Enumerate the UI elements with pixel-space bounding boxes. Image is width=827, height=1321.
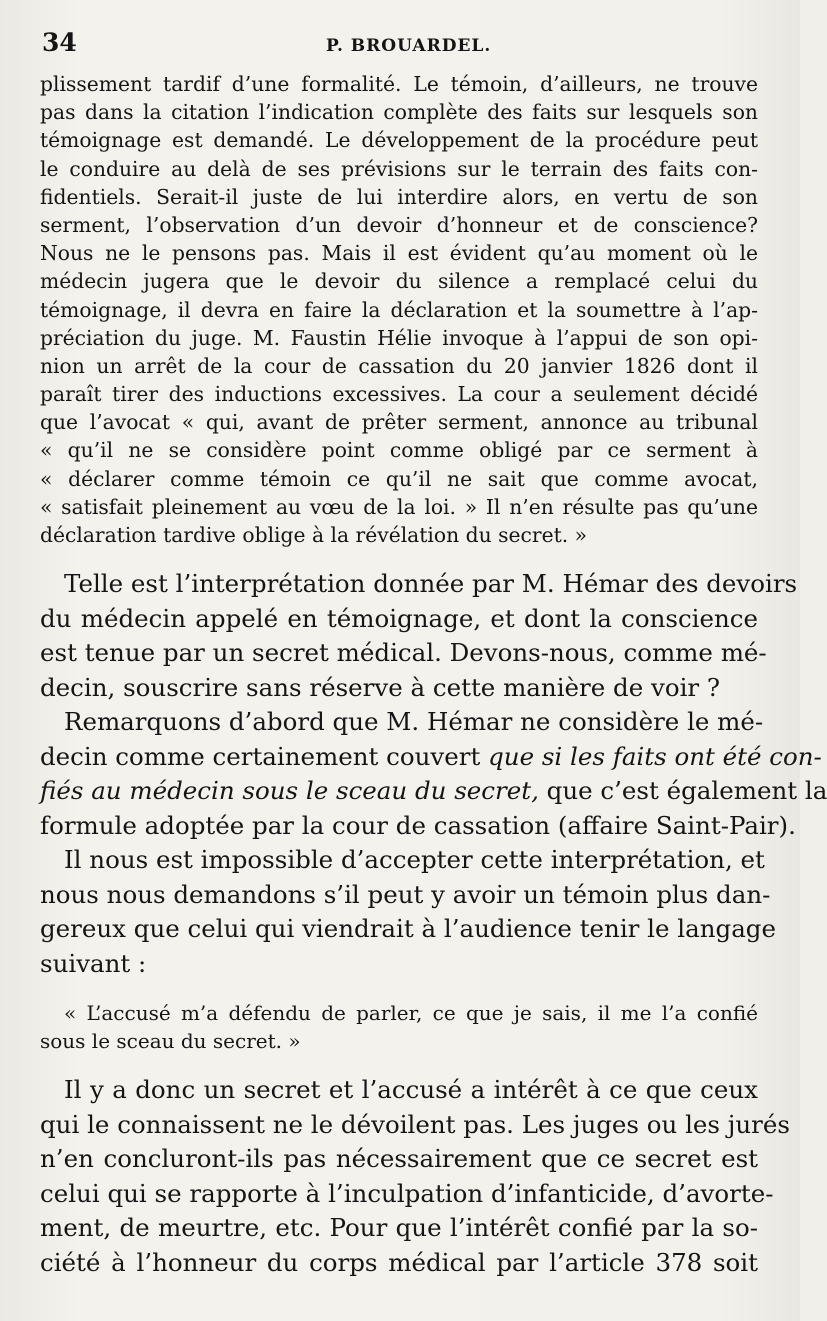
text-line: nion un arrêt de la cour de cassation du 20 janvier 1826 dont il xyxy=(40,353,758,378)
text-line: témoignage est demandé. Le développement de la procédure peut xyxy=(40,128,758,153)
italic-span: que si les faits ont été con- xyxy=(488,741,822,771)
paragraph xyxy=(40,1073,790,1280)
text-line: est tenue par un secret médical. Devons-nous, comme mé- xyxy=(40,638,767,668)
text-line: Telle est l’interprétation donnée par M. Hémar des devoirs xyxy=(64,569,798,599)
text-line xyxy=(40,774,827,809)
text-line: n’en concluront-ils pas nécessairement que ce secret est xyxy=(40,1144,758,1174)
text-line: ment, de meurtre, etc. Pour que l’intérêt confié par la so- xyxy=(40,1213,758,1243)
text-line: « L’accusé m’a défendu de parler, ce que je sais, il me l’a confié xyxy=(64,1001,758,1026)
text-line: Il y a donc un secret et l’accusé a intérêt à ce que ceux xyxy=(64,1075,758,1105)
text-line: celui qui se rapporte à l’inculpation d’infanticide, d’avorte- xyxy=(40,1178,774,1208)
text-line: témoignage, il devra en faire la déclaration et la soumettre à l’ap- xyxy=(40,297,758,322)
text-line: serment, l’observation d’un devoir d’honneur et de conscience? xyxy=(40,212,758,237)
text-line: que l’avocat « qui, avant de prêter serment, annonce au tribunal xyxy=(40,410,758,435)
text-line: « déclarer comme témoin ce qu’il ne sait que comme avocat, xyxy=(40,466,758,491)
text-line xyxy=(40,740,822,775)
italic-span: fiés au médecin sous le sceau du secret, xyxy=(40,776,539,806)
text-span: que c’est également la xyxy=(538,776,827,806)
text-line: ciété à l’honneur du corps médical par l’article 378 soit xyxy=(40,1247,758,1277)
text-line: suivant : xyxy=(40,948,147,978)
text-line: « satisfait pleinement au vœu de la loi. » Il n’en résulte pas qu’une xyxy=(40,494,758,519)
paragraph xyxy=(40,705,827,843)
text-line: nous nous demandons s’il peut y avoir un témoin plus dan- xyxy=(40,879,771,909)
text-line: préciation du juge. M. Faustin Hélie invoque à l’appui de son opi- xyxy=(40,325,758,350)
inline-quotation xyxy=(40,999,758,1055)
text-line: Nous ne le pensons pas. Mais il est évident qu’au moment où le xyxy=(40,241,758,266)
text-line: fidentiels. Serait-il juste de lui interdire alors, en vertu de son xyxy=(40,184,758,209)
text-line: gereux que celui qui viendrait à l’audience tenir le langage xyxy=(40,914,776,944)
text-line: qui le connaissent ne le dévoilent pas. Les juges ou les jurés xyxy=(40,1109,790,1139)
text-span: decin comme certainement couvert xyxy=(40,741,489,771)
paragraph xyxy=(40,567,798,705)
quoted-passage xyxy=(40,70,758,549)
page-header xyxy=(42,28,762,62)
text-line: pas dans la citation l’indication complète des faits sur lesquels son xyxy=(40,100,758,125)
text-line: le conduire au delà de ses prévisions sur le terrain des faits con- xyxy=(40,156,758,181)
text-line: Il nous est impossible d’accepter cette interprétation, et xyxy=(64,845,765,875)
text-line: médecin jugera que le devoir du silence a remplacé celui du xyxy=(40,269,758,294)
page-body xyxy=(40,70,827,1280)
text-line: decin, souscrire sans réserve à cette manière de voir ? xyxy=(40,672,721,702)
running-head: P. BROUARDEL. xyxy=(326,36,492,56)
text-line: du médecin appelé en témoignage, et dont la conscience xyxy=(40,603,758,633)
text-line: déclaration tardive oblige à la révélation du secret. » xyxy=(40,523,588,547)
text-line: plissement tardif d’une formalité. Le témoin, d’ailleurs, ne trouve xyxy=(40,72,758,96)
text-line: « qu’il ne se considère point comme obligé par ce serment à xyxy=(40,438,758,463)
page-number: 34 xyxy=(42,28,77,57)
text-line: paraît tirer des inductions excessives. La cour a seulement décidé xyxy=(40,382,758,407)
text-line: sous le sceau du secret. » xyxy=(40,1029,301,1054)
text-line: formule adoptée par la cour de cassation (affaire Saint-Pair). xyxy=(40,810,796,840)
paragraph xyxy=(40,843,776,981)
text-line: Remarquons d’abord que M. Hémar ne considère le mé- xyxy=(64,707,764,737)
